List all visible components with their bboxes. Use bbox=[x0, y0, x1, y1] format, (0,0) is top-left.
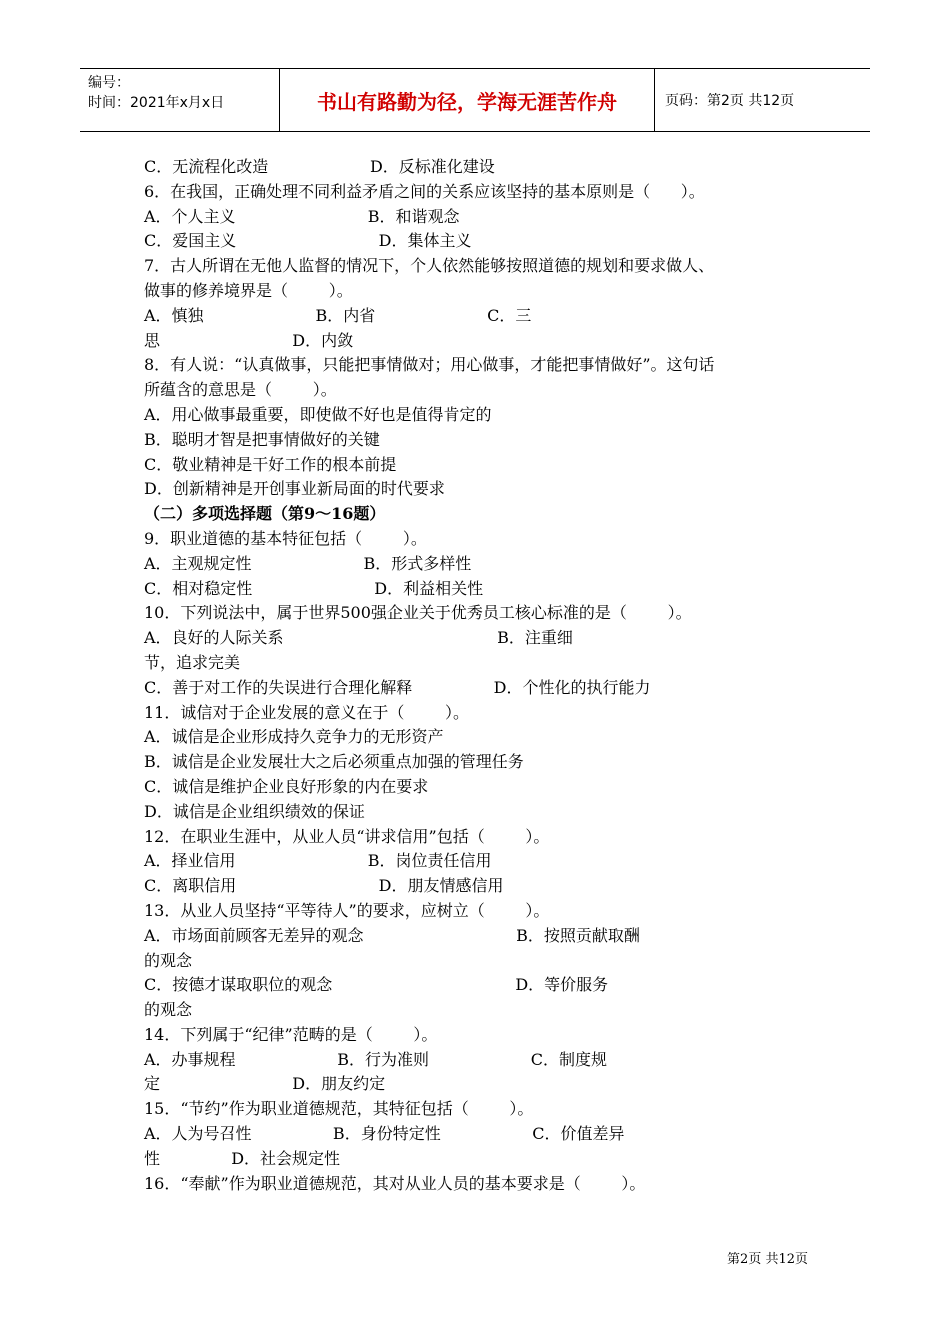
text-line: 14．下列属于“纪律”范畴的是（ ）。 bbox=[144, 1024, 438, 1044]
text-line: C．按德才谋取职位的观念 D．等价服务 bbox=[144, 975, 609, 995]
text-line: A．人为号召性 B．身份特定性 C．价值差异 bbox=[144, 1124, 625, 1144]
text-line: 的观念 bbox=[144, 950, 193, 970]
text-line: C．相对稳定性 D．利益相关性 bbox=[144, 578, 484, 598]
page-footer: 第2页 共12页 bbox=[727, 1252, 808, 1267]
text-line: A．主观规定性 B．形式多样性 bbox=[144, 553, 472, 573]
text-line: A．用心做事最重要，即使做不好也是值得肯定的 bbox=[144, 404, 492, 424]
text-line: 9．职业道德的基本特征包括（ ）。 bbox=[144, 528, 427, 548]
text-line: D．创新精神是开创事业新局面的时代要求 bbox=[144, 479, 445, 499]
text-line: 节，追求完美 bbox=[144, 652, 241, 672]
text-line: 做事的修养境界是（ ）。 bbox=[144, 280, 353, 300]
text-line: B．诚信是企业发展壮大之后必须重点加强的管理任务 bbox=[144, 752, 524, 772]
text-line: 11．诚信对于企业发展的意义在于（ ）。 bbox=[144, 702, 470, 722]
text-line: 定 D．朋友约定 bbox=[144, 1074, 386, 1094]
text-line: 15．“节约”作为职业道德规范，其特征包括（ ）。 bbox=[144, 1099, 534, 1119]
text-line: C．诚信是维护企业良好形象的内在要求 bbox=[144, 776, 429, 796]
page-header bbox=[80, 68, 870, 132]
text-line: A．市场面前顾客无差异的观念 B．按照贡献取酬 bbox=[144, 925, 640, 945]
text-line: A．个人主义 B．和谐观念 bbox=[144, 206, 460, 226]
text-line: 性 D．社会规定性 bbox=[144, 1148, 341, 1168]
text-line: C．善于对工作的失误进行合理化解释 D．个性化的执行能力 bbox=[144, 677, 651, 697]
text-line: 16．“奉献”作为职业道德规范，其对从业人员的基本要求是（ ）。 bbox=[144, 1173, 646, 1193]
section-heading: （二）多项选择题（第9～16题） bbox=[144, 504, 386, 524]
text-line: 思 D．内敛 bbox=[144, 330, 354, 350]
header-motto: 书山有路勤为径，学海无涯苦作舟 bbox=[280, 69, 655, 131]
text-line: A．择业信用 B．岗位责任信用 bbox=[144, 851, 492, 871]
text-line: 8．有人说：“认真做事，只能把事情做对；用心做事，才能把事情做好”。这句话 bbox=[144, 355, 715, 375]
header-info-cell bbox=[80, 69, 280, 131]
text-line: 7．古人所谓在无他人监督的情况下，个人依然能够按照道德的规划和要求做人、 bbox=[144, 256, 715, 276]
text-line: A．良好的人际关系 B．注重细 bbox=[144, 628, 573, 648]
text-line: 10．下列说法中，属于世界500强企业关于优秀员工核心标准的是（ ）。 bbox=[144, 603, 692, 623]
text-line: D．诚信是企业组织绩效的保证 bbox=[144, 801, 365, 821]
text-line: A．办事规程 B．行为准则 C．制度规 bbox=[144, 1049, 607, 1069]
text-line: C．敬业精神是干好工作的根本前提 bbox=[144, 454, 397, 474]
text-line: A．慎独 B．内省 C．三 bbox=[144, 305, 532, 325]
text-line: 12．在职业生涯中，从业人员“讲求信用”包括（ ）。 bbox=[144, 826, 550, 846]
text-line: A．诚信是企业形成持久竞争力的无形资产 bbox=[144, 727, 444, 747]
text-line: C．无流程化改造 D．反标准化建设 bbox=[144, 157, 495, 176]
question-body bbox=[144, 155, 812, 1196]
time-label: 时间：2021年x月x日 bbox=[88, 95, 225, 111]
header-page-info: 页码：第2页 共12页 bbox=[665, 93, 795, 109]
text-line: 所蕴含的意思是（ ）。 bbox=[144, 380, 337, 400]
text-line: 的观念 bbox=[144, 1000, 193, 1020]
text-line: 6．在我国，正确处理不同利益矛盾之间的关系应该坚持的基本原则是（ ）。 bbox=[144, 181, 705, 201]
text-line: B．聪明才智是把事情做好的关键 bbox=[144, 429, 380, 449]
serial-label: 编号： bbox=[88, 75, 130, 91]
text-line: C．爱国主义 D．集体主义 bbox=[144, 231, 472, 251]
text-line: 13．从业人员坚持“平等待人”的要求，应树立（ ）。 bbox=[144, 900, 550, 920]
text-line: C．离职信用 D．朋友情感信用 bbox=[144, 876, 504, 896]
